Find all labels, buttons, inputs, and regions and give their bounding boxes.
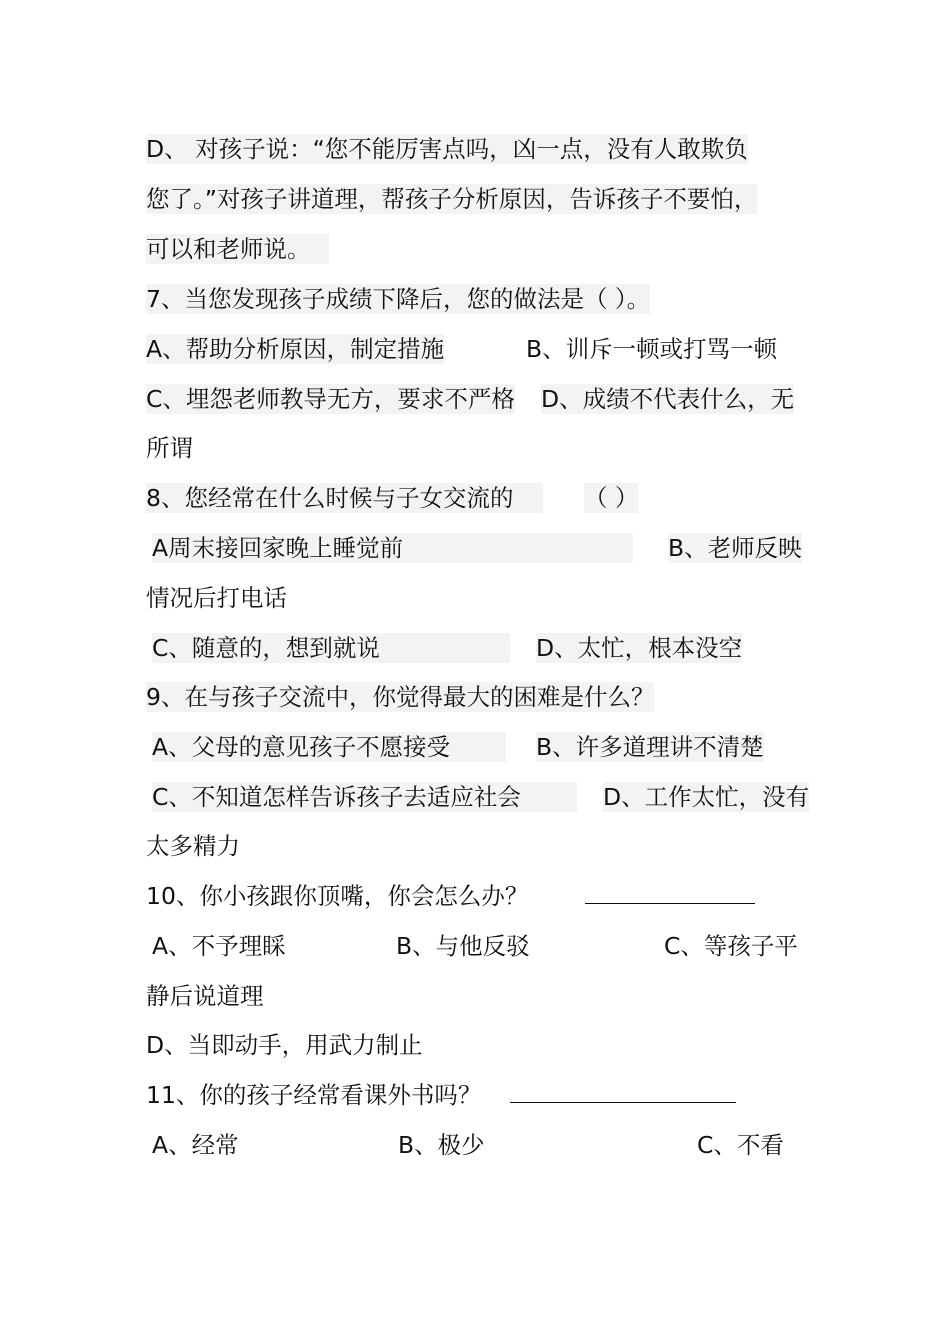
q7-question: 7、当您发现孩子成绩下降后，您的做法是（ ）。 — [146, 285, 651, 313]
q7-option-c: C、埋怨老师教导无方，要求不严格 — [146, 385, 515, 413]
q7-option-b: B、训斥一顿或打骂一顿 — [526, 335, 778, 363]
q10-answer-blank — [585, 881, 755, 911]
q6-option-d-line-3: 可以和老师说。 — [146, 234, 329, 264]
q10-option-c-line-1: C、等孩子平 — [664, 932, 798, 960]
q11-option-c: C、不看 — [697, 1131, 784, 1159]
q8-option-b-line-1: B、老师反映 — [668, 534, 802, 562]
q11-option-b: B、极少 — [398, 1131, 485, 1159]
q9-option-d-line-2: 太多精力 — [146, 832, 240, 860]
q7-option-a: A、帮助分析原因，制定措施 — [146, 335, 445, 363]
q6-option-d-line-2: 您了。”对孩子讲道理，帮孩子分析原因，告诉孩子不要怕， — [146, 185, 758, 213]
q11-question: 11、你的孩子经常看课外书吗？ — [146, 1081, 482, 1109]
q11-answer-blank — [510, 1080, 736, 1110]
q10-question: 10、你小孩跟你顶嘴，你会怎么办？ — [146, 882, 529, 910]
q8-question: 8、您经常在什么时候与子女交流的 — [146, 483, 543, 513]
q8-answer-paren: （ ） — [584, 484, 639, 512]
q10-option-a: A、不予理睬 — [152, 932, 286, 960]
q8-option-d: D、太忙，根本没空 — [536, 634, 743, 662]
q9-option-b: B、许多道理讲不清楚 — [536, 733, 764, 761]
q8-option-a: A周末接回家晚上睡觉前 — [152, 533, 633, 563]
q8-option-c: C、随意的，想到就说 — [152, 633, 510, 663]
q9-option-c: C、不知道怎样告诉孩子去适应社会 — [152, 782, 577, 812]
q11-option-a: A、经常 — [152, 1131, 239, 1159]
q9-option-d-line-1: D、工作太忙，没有 — [603, 783, 810, 811]
q8-option-b-line-2: 情况后打电话 — [146, 584, 287, 612]
q7-option-d-line-2: 所谓 — [146, 434, 193, 462]
q10-option-d: D、当即动手，用武力制止 — [146, 1031, 423, 1059]
q10-option-b: B、与他反驳 — [396, 932, 530, 960]
q9-question: 9、在与孩子交流中，你觉得最大的困难是什么？ — [146, 683, 655, 711]
q10-option-c-line-2: 静后说道理 — [146, 982, 264, 1010]
q9-option-a: A、父母的意见孩子不愿接受 — [152, 732, 506, 762]
q6-option-d-line-1: D、 对孩子说：“您不能厉害点吗，凶一点，没有人敢欺负 — [146, 135, 748, 163]
q7-option-d-line-1: D、成绩不代表什么，无 — [541, 385, 795, 413]
